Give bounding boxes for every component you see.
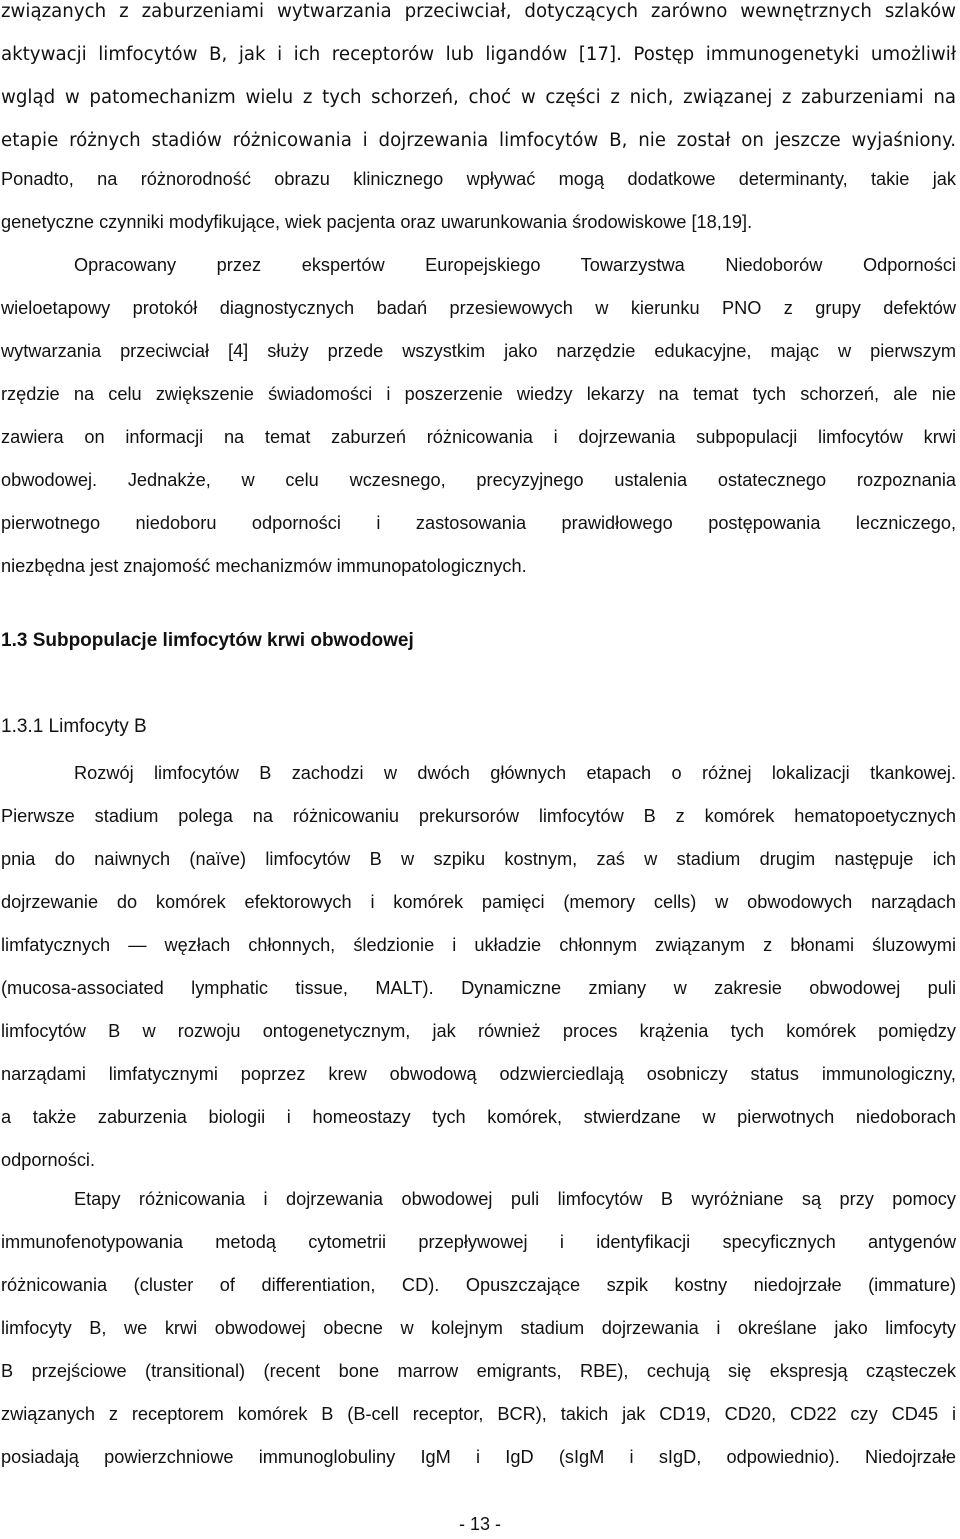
text-line: genetyczne czynniki modyfikujące, wiek pacjenta oraz uwarunkowania środowiskowe [18,19]. bbox=[1, 212, 753, 232]
paragraph-2 bbox=[1, 244, 956, 588]
intro-paragraph bbox=[1, 0, 956, 162]
text-line: a także zaburzenia biologii i homeostazy tych komórek, stwierdzane w pierwotnych niedoborach bbox=[1, 1107, 956, 1127]
paragraph-3 bbox=[1, 752, 956, 1182]
text-line: zawiera on informacji na temat zaburzeń różnicowania i dojrzewania subpopulacji limfocytów krwi bbox=[1, 427, 956, 447]
text-line: Rozwój limfocytów B zachodzi w dwóch głównych etapach o różnej lokalizacji tkankowej. bbox=[74, 763, 956, 783]
section-heading: 1.3 Subpopulacje limfocytów krwi obwodowej bbox=[1, 630, 414, 651]
text-line: B przejściowe (transitional) (recent bone marrow emigrants, RBE), cechują się ekspresją cząsteczek bbox=[1, 1361, 956, 1381]
text-line: immunofenotypowania metodą cytometrii przepływowej i identyfikacji specyficznych antygenów bbox=[1, 1232, 956, 1252]
text-line: narządami limfatycznymi poprzez krew obwodową odzwierciedlają osobniczy status immunologiczny, bbox=[1, 1064, 956, 1084]
text-line: odporności. bbox=[1, 1150, 96, 1170]
text-line: pierwotnego niedoboru odporności i zastosowania prawidłowego postępowania leczniczego, bbox=[1, 513, 956, 533]
page-number: - 13 - bbox=[458, 1514, 501, 1534]
paragraph-1 bbox=[1, 158, 956, 244]
text-line: limfatycznych ― węzłach chłonnych, śledzionie i układzie chłonnym związanym z błonami śluzowymi bbox=[1, 935, 956, 955]
text-line: pnia do naiwnych (naïve) limfocytów B w szpiku kostnym, zaś w stadium drugim następuje ich bbox=[1, 849, 956, 869]
text-line: rzędzie na celu zwiększenie świadomości i poszerzenie wiedzy lekarzy na temat tych schorzeń, ale nie bbox=[1, 384, 956, 404]
text-line: niezbędna jest znajomość mechanizmów immunopatologicznych. bbox=[1, 556, 527, 576]
text-line: obwodowej. Jednakże, w celu wczesnego, precyzyjnego ustalenia ostatecznego rozpoznania bbox=[1, 470, 956, 490]
text-line: aktywacji limfocytów B, jak i ich receptorów lub ligandów [17]. Postęp immunogenetyki umożliwił bbox=[1, 44, 956, 65]
text-line: limfocytów B w rozwoju ontogenetycznym, jak również proces krążenia tych komórek pomiędzy bbox=[1, 1021, 956, 1041]
text-line: wytwarzania przeciwciał [4] służy przede wszystkim jako narzędzie edukacyjne, mając w pierwszym bbox=[1, 341, 956, 361]
paragraph-4 bbox=[1, 1178, 956, 1479]
text-line: Etapy różnicowania i dojrzewania obwodowej puli limfocytów B wyróżniane są przy pomocy bbox=[74, 1189, 956, 1209]
text-line: związanych z receptorem komórek B (B-cell receptor, BCR), takich jak CD19, CD20, CD22 czy CD45 i bbox=[1, 1404, 956, 1424]
text-line: limfocyty B, we krwi obwodowej obecne w kolejnym stadium dojrzewania i określane jako limfocyty bbox=[1, 1318, 956, 1338]
text-line: posiadają powierzchniowe immunoglobuliny IgM i IgD (sIgM i sIgD, odpowiednio). Niedojrzałe bbox=[1, 1447, 956, 1467]
text-line: Ponadto, na różnorodność obrazu klinicznego wpływać mogą dodatkowe determinanty, takie jak bbox=[1, 169, 956, 189]
text-line: etapie różnych stadiów różnicowania i dojrzewania limfocytów B, nie został on jeszcze wyjaśniony. bbox=[1, 130, 956, 151]
text-line: wieloetapowy protokół diagnostycznych badań przesiewowych w kierunku PNO z grupy defektów bbox=[1, 298, 956, 318]
text-line: związanych z zaburzeniami wytwarzania przeciwciał, dotyczących zarówno wewnętrznych szlaków bbox=[1, 1, 956, 22]
text-line: Opracowany przez ekspertów Europejskiego Towarzystwa Niedoborów Odporności bbox=[74, 255, 956, 275]
text-line: wgląd w patomechanizm wielu z tych schorzeń, choć w części z nich, związanej z zaburzeniami na bbox=[1, 87, 956, 108]
text-line: (mucosa-associated lymphatic tissue, MALT). Dynamiczne zmiany w zakresie obwodowej puli bbox=[1, 978, 956, 998]
text-line: różnicowania (cluster of differentiation, CD). Opuszczające szpik kostny niedojrzałe (immature) bbox=[1, 1275, 956, 1295]
subsection-heading: 1.3.1 Limfocyty B bbox=[1, 716, 147, 737]
text-line: dojrzewanie do komórek efektorowych i komórek pamięci (memory cells) w obwodowych narządach bbox=[1, 892, 956, 912]
text-line: Pierwsze stadium polega na różnicowaniu prekursorów limfocytów B z komórek hematopoetycznych bbox=[1, 806, 956, 826]
